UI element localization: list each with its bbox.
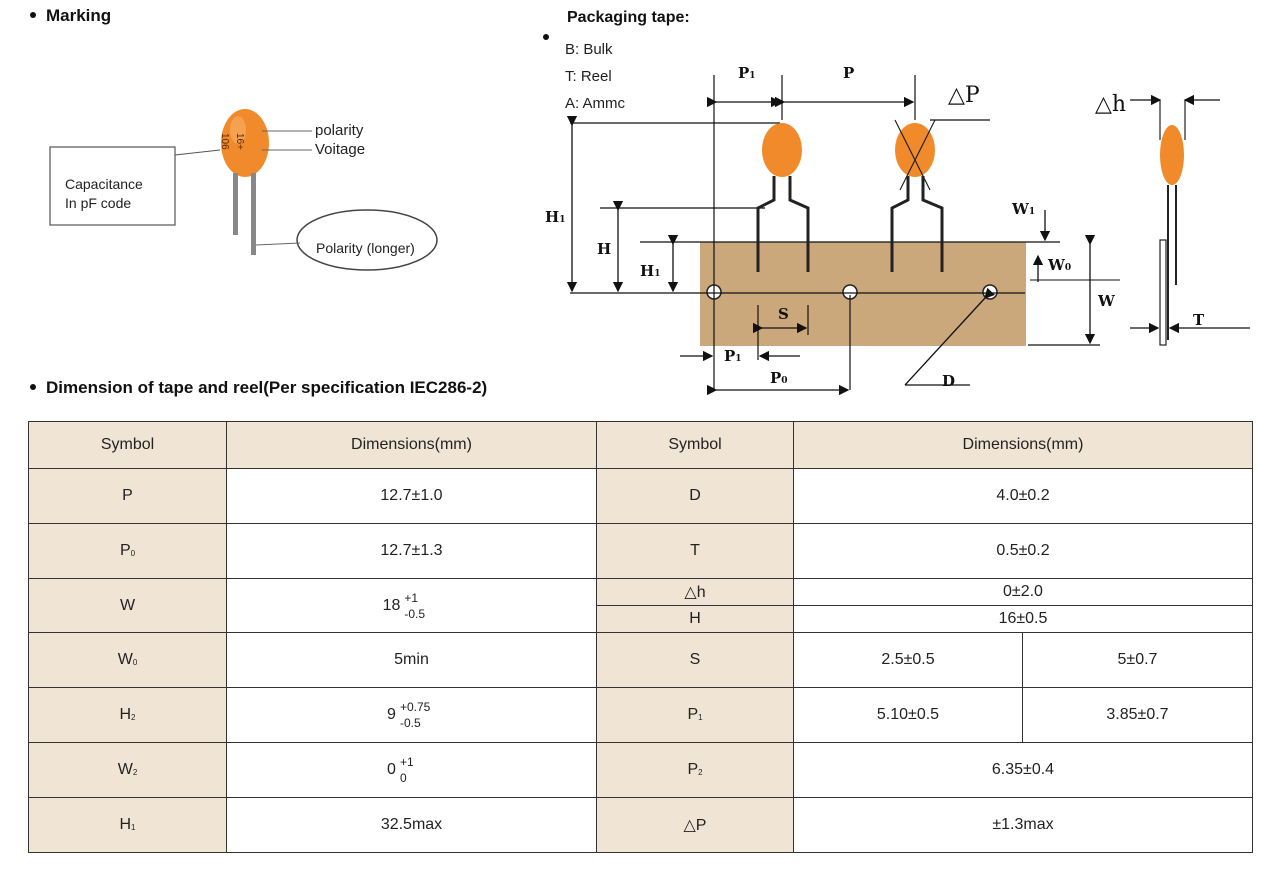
lead-long xyxy=(251,173,256,255)
marking-heading xyxy=(30,6,111,26)
dimension-cell: 0.5±0.2 xyxy=(794,524,1253,579)
label-p0: P0 xyxy=(770,369,788,387)
label-w: W xyxy=(1098,292,1115,310)
table-row xyxy=(29,743,1253,798)
marking-heading-text: Marking xyxy=(46,6,112,25)
header-symbol-left: Symbol xyxy=(29,422,227,469)
dimension-heading-text: Dimension of tape and reel(Per specification IEC286-2) xyxy=(46,378,488,397)
symbol-cell: S xyxy=(597,633,794,688)
dimension-cell: 16±0.5 xyxy=(794,606,1253,633)
table-row xyxy=(29,633,1253,688)
table-row xyxy=(29,524,1253,579)
header-dimensions-left: Dimensions(mm) xyxy=(227,422,597,469)
dimension-cell: 5±0.7 xyxy=(1023,633,1253,688)
packaging-option-ammo: A: Ammc xyxy=(565,95,626,112)
bullet-icon xyxy=(543,34,549,40)
bullet-icon xyxy=(30,12,36,18)
capacitance-label-2: In pF code xyxy=(65,195,132,211)
symbol-cell: H2 xyxy=(29,688,227,743)
label-delta-p: △P xyxy=(948,83,980,108)
polarity-label: polarity xyxy=(315,122,364,139)
symbol-cell: W xyxy=(29,579,227,633)
symbol-cell: W0 xyxy=(29,633,227,688)
dimension-cell: 5.10±0.5 xyxy=(794,688,1023,743)
tape-capacitor-1 xyxy=(762,123,802,177)
packaging-option-bulk: B: Bulk xyxy=(565,41,613,58)
capacitance-label-1: Capacitance xyxy=(65,176,143,192)
dimension-cell: 18 +1 -0.5 xyxy=(227,579,597,633)
table-row xyxy=(29,688,1253,743)
symbol-cell: P2 xyxy=(597,743,794,798)
packaging-bullet xyxy=(543,30,559,48)
tape-strip xyxy=(700,242,1026,346)
packaging-option-reel: T: Reel xyxy=(565,68,612,85)
label-s: S xyxy=(778,305,789,323)
table-header-row xyxy=(29,422,1253,469)
symbol-cell: H1 xyxy=(29,798,227,853)
dimension-cell: 9 +0.75 -0.5 xyxy=(227,688,597,743)
label-d: D xyxy=(942,372,956,390)
symbol-cell: D xyxy=(597,469,794,524)
lead-short xyxy=(233,173,238,235)
dimension-heading xyxy=(30,378,487,398)
dimension-cell: 6.35±0.4 xyxy=(794,743,1253,798)
label-h: H xyxy=(597,240,612,258)
dimension-table xyxy=(28,421,1253,853)
voltage-label: Voitage xyxy=(315,141,366,158)
header-dimensions-right: Dimensions(mm) xyxy=(794,422,1253,469)
label-p1-top: P1 xyxy=(738,64,756,82)
capacitor-marking-2: 16+ xyxy=(234,133,245,150)
label-p: P xyxy=(843,64,855,82)
polarity-longer-label: Polarity (longer) xyxy=(316,240,415,256)
dimension-cell: 4.0±0.2 xyxy=(794,469,1253,524)
label-t: T xyxy=(1193,311,1205,329)
dimension-cell: 3.85±0.7 xyxy=(1023,688,1253,743)
label-p1-bottom: P1 xyxy=(724,347,742,365)
sprocket-hole xyxy=(983,285,997,299)
bullet-icon xyxy=(30,384,36,390)
symbol-cell: P xyxy=(29,469,227,524)
label-w0: W0 xyxy=(1048,256,1072,274)
dimension-cell: 32.5max xyxy=(227,798,597,853)
dimension-cell: 12.7±1.0 xyxy=(227,469,597,524)
dimension-cell: 2.5±0.5 xyxy=(794,633,1023,688)
symbol-cell: △h xyxy=(597,579,794,606)
capacitor-marking-1: 106 xyxy=(219,133,230,150)
dimension-cell: ±1.3max xyxy=(794,798,1253,853)
dimension-cell: 12.7±1.3 xyxy=(227,524,597,579)
label-w1: W1 xyxy=(1012,200,1036,218)
label-h2: H1 xyxy=(640,262,661,280)
label-h1: H1 xyxy=(545,208,566,226)
symbol-cell: H xyxy=(597,606,794,633)
packaging-heading: Packaging tape: xyxy=(567,9,690,26)
symbol-cell: W2 xyxy=(29,743,227,798)
table-row xyxy=(29,579,1253,606)
table-row xyxy=(29,798,1253,853)
symbol-cell: T xyxy=(597,524,794,579)
dimension-cell: 0±2.0 xyxy=(794,579,1253,606)
table-row xyxy=(29,469,1253,524)
dimension-cell: 0 +1 0 xyxy=(227,743,597,798)
symbol-cell: P1 xyxy=(597,688,794,743)
symbol-cell: P0 xyxy=(29,524,227,579)
side-capacitor xyxy=(1160,125,1184,185)
dimension-cell: 5min xyxy=(227,633,597,688)
packaging-diagram xyxy=(540,60,1260,405)
label-delta-h: △h xyxy=(1095,92,1127,117)
header-symbol-right: Symbol xyxy=(597,422,794,469)
symbol-cell: △P xyxy=(597,798,794,853)
